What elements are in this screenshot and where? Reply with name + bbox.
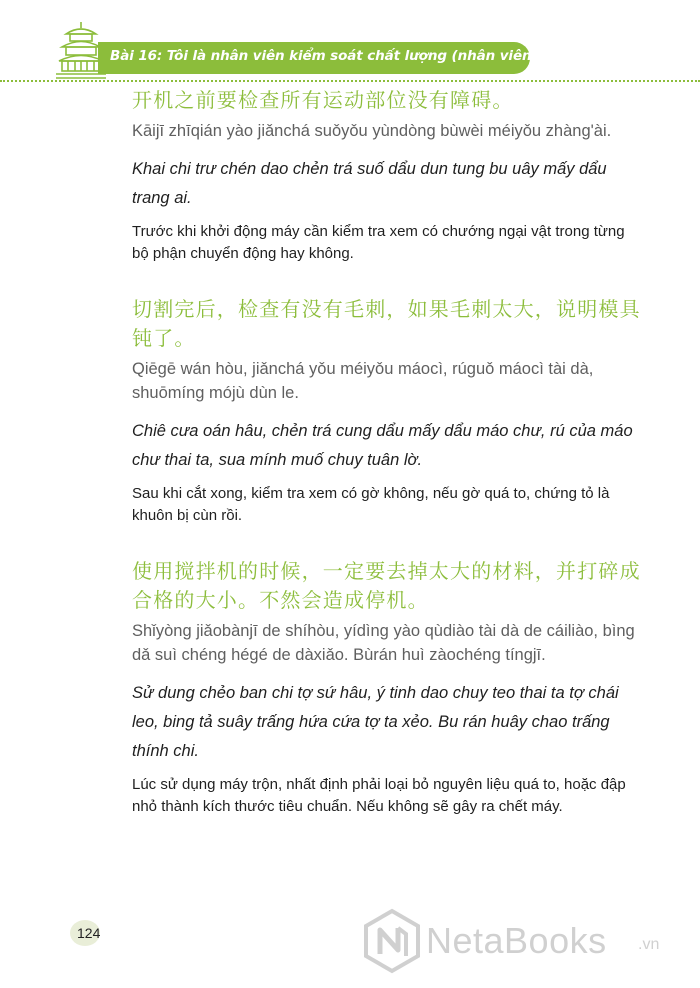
sentence-block-2 (132, 295, 642, 527)
vietnamese-translation: Trước khi khởi động máy cần kiểm tra xem có chướng ngại vật trong từng bộ phận chuyển động hay không. (132, 223, 625, 262)
chinese-sentence: 使用搅拌机的时候，一定要去掉太大的材料，并打碎成合格的大小。不然会造成停机。 (132, 559, 641, 612)
lesson-content (132, 86, 642, 848)
netabooks-logo-icon (362, 908, 422, 974)
phonetic-line: Khai chi trư chén dao chẻn trá suố dẩu dun tung bu uây mấy dẩu trang ai. (132, 160, 607, 207)
pinyin-line: Qiēgē wán hòu, jiǎnchá yǒu méiyǒu máocì, rúguǒ máocì tài dà, shuōmíng mójù dùn le. (132, 360, 594, 402)
chinese-sentence: 开机之前要检查所有运动部位没有障碍。 (132, 88, 514, 112)
phonetic-line: Chiê cưa oán hâu, chẻn trá cung dẩu mấy dẩu máo chư, rú của máo chư thai ta, sua mính muố chuy tuân lờ. (132, 422, 633, 469)
watermark-suffix: .vn (638, 936, 660, 953)
chinese-sentence: 切割完后，检查有没有毛刺，如果毛刺太大，说明模具钝了。 (132, 297, 641, 350)
page-header (0, 0, 700, 90)
netabooks-watermark (362, 908, 682, 974)
phonetic-line: Sử dung chẻo ban chi tợ sứ hâu, ý tinh dao chuy teo thai ta tợ chái leo, bing tả suây trấng hứa cứa tợ ta xẻo. Bu rán huây chao trấng thính chi. (132, 684, 619, 760)
lesson-title: Bài 16: Tôi là nhân viên kiểm soát chất lượng (nhân viên QC) (110, 48, 564, 64)
vietnamese-translation: Lúc sử dụng máy trộn, nhất định phải loại bỏ nguyên liệu quá to, hoặc đập nhỏ thành kích thước tiêu chuẩn. Nếu không sẽ gây ra chết máy. (132, 776, 626, 815)
header-divider (0, 80, 700, 82)
watermark-text: NetaBooks (426, 920, 607, 961)
sentence-block-3 (132, 557, 642, 818)
pinyin-line: Shǐyòng jiǎobànjī de shíhòu, yídìng yào qùdiào tài dà de cáiliào, bìng dǎ suì chéng hégé de dàxiǎo. Bùrán huì zàochéng tíngjī. (132, 622, 635, 664)
page-number: 124 (77, 925, 101, 941)
pinyin-line: Kāijī zhīqián yào jiǎnchá suǒyǒu yùndòng bùwèi méiyǒu zhàng'ài. (132, 122, 612, 140)
vietnamese-translation: Sau khi cắt xong, kiểm tra xem có gờ không, nếu gờ quá to, chứng tỏ là khuôn bị cùn rồi. (132, 485, 610, 524)
sentence-block-1 (132, 86, 642, 265)
